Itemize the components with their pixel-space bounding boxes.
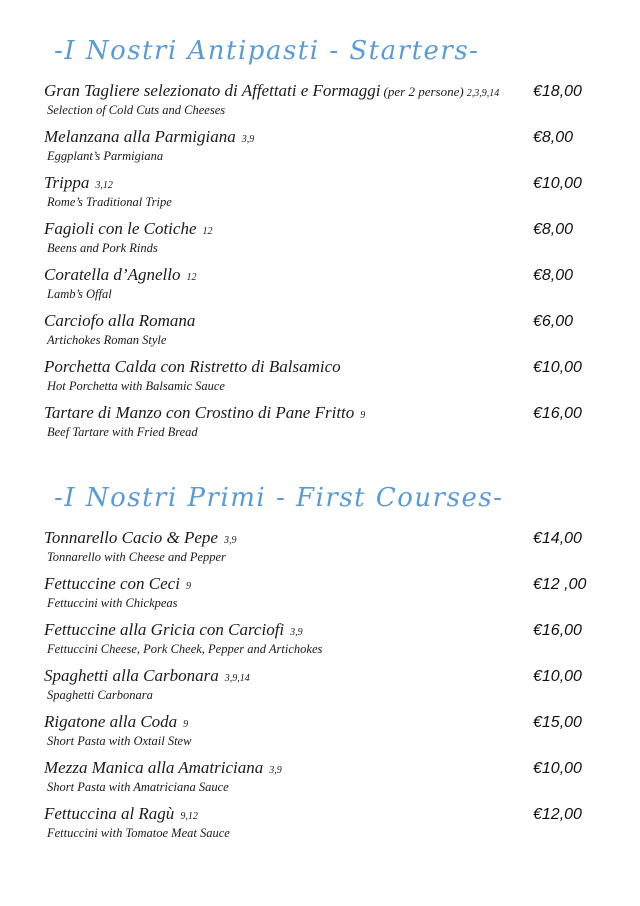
menu-item-row [44, 126, 584, 148]
dish-note: (per 2 persone) [383, 84, 464, 99]
dish-name: Tonnarello Cacio & Pepe [44, 528, 218, 547]
dish-description: Lamb’s Offal [47, 287, 112, 301]
dish-description: Beens and Pork Rinds [47, 241, 158, 255]
dish-price: €10,00 [533, 359, 582, 376]
menu-item-row [44, 803, 584, 825]
menu-item-row [44, 218, 584, 240]
dish-description: Selection of Cold Cuts and Cheeses [47, 103, 226, 117]
dish-description: Short Pasta with Amatriciana Sauce [47, 780, 229, 794]
menu-item-title-line [44, 757, 533, 778]
dish-allergen-numbers: 3,9 [223, 535, 237, 546]
dish-name: Mezza Manica alla Amatriciana [44, 758, 264, 777]
dish-price: €18,00 [533, 83, 582, 100]
menu-item-row [44, 527, 584, 549]
section-items [44, 80, 584, 440]
dish-name: Tartare di Manzo con Crostino di Pane Fritto [44, 403, 355, 422]
menu-item [44, 711, 584, 749]
dish-name: Fettuccine con Ceci [44, 574, 180, 593]
menu-item-row [44, 711, 584, 733]
menu-item-row [44, 264, 584, 286]
menu-item-row [44, 665, 584, 687]
section-title: -I Nostri Primi - First Courses- [54, 483, 504, 513]
menu-item [44, 803, 584, 841]
dish-allergen-numbers: 3,9,14 [224, 673, 250, 684]
dish-description: Fettuccini with Tomatoe Meat Sauce [47, 826, 230, 840]
dish-name: Fettuccina al Ragù [44, 804, 175, 823]
dish-allergen-numbers: 3,9 [269, 765, 282, 776]
menu-item [44, 619, 584, 657]
section-items [44, 527, 587, 841]
menu-item-title-line [44, 573, 533, 594]
dish-allergen-numbers: 3,9 [290, 627, 303, 638]
dish-price: €14,00 [533, 530, 582, 547]
menu-item [44, 218, 584, 256]
dish-description: Tonnarello with Cheese and Pepper [47, 550, 226, 564]
dish-name: Coratella d’Agnello [44, 265, 181, 284]
dish-allergen-numbers: 3,9 [241, 134, 255, 145]
dish-allergen-numbers: 9 [185, 581, 191, 592]
dish-name: Spaghetti alla Carbonara [44, 666, 219, 685]
dish-name: Trippa [44, 173, 90, 192]
menu-item-row [44, 619, 584, 641]
menu-item [44, 665, 584, 703]
dish-name: Porchetta Calda con Ristretto di Balsamico [44, 357, 341, 376]
dish-allergen-numbers: 3,12 [95, 180, 113, 191]
menu-item [44, 757, 584, 795]
dish-allergen-numbers: 9 [183, 719, 189, 730]
dish-price: €16,00 [533, 622, 582, 639]
menu-item-title-line [44, 527, 533, 548]
menu-item [44, 172, 584, 210]
dish-description: Artichokes Roman Style [47, 333, 167, 347]
menu-item-title-line [44, 356, 533, 377]
dish-description: Eggplant’s Parmigiana [47, 149, 164, 163]
dish-allergen-numbers: 2,3,9,14 [466, 88, 500, 99]
menu-item-title-line [44, 80, 533, 101]
dish-allergen-numbers: 12 [202, 226, 213, 237]
dish-price: €8,00 [533, 221, 574, 238]
menu-item-row [44, 402, 584, 424]
menu-item-row [44, 310, 584, 332]
menu-item-title-line [44, 619, 533, 640]
menu-section [44, 481, 587, 841]
dish-allergen-numbers: 12 [186, 272, 197, 283]
menu-section [44, 34, 584, 440]
dish-description: Rome’s Traditional Tripe [47, 195, 172, 209]
dish-allergen-numbers: 9 [360, 410, 366, 421]
dish-allergen-numbers: 9,12 [180, 811, 198, 822]
dish-description: Short Pasta with Oxtail Stew [47, 734, 192, 748]
dish-description: Beef Tartare with Fried Bread [47, 425, 198, 439]
dish-description: Fettuccini Cheese, Pork Cheek, Pepper and Artichokes [47, 642, 323, 656]
menu-item-title-line [44, 126, 533, 147]
menu-item-row [44, 172, 584, 194]
dish-price: €10,00 [533, 175, 582, 192]
dish-name: Carciofo alla Romana [44, 311, 196, 330]
dish-price: €12 ,00 [533, 576, 587, 593]
dish-description: Spaghetti Carbonara [47, 688, 153, 702]
dish-description: Hot Porchetta with Balsamic Sauce [47, 379, 225, 393]
dish-name: Fagioli con le Cotiche [44, 219, 197, 238]
menu-item-title-line [44, 310, 533, 331]
dish-price: €8,00 [533, 129, 574, 146]
dish-price: €15,00 [533, 714, 582, 731]
section-title: -I Nostri Antipasti - Starters- [54, 36, 480, 66]
menu-item [44, 356, 584, 394]
menu-item-title-line [44, 402, 533, 423]
menu-item-row [44, 356, 584, 378]
menu-item-title-line [44, 665, 533, 686]
menu-item [44, 573, 587, 611]
dish-name: Fettuccine alla Gricia con Carciofi [44, 620, 285, 639]
menu-item [44, 264, 584, 302]
dish-price: €16,00 [533, 405, 582, 422]
menu-item [44, 402, 584, 440]
menu-item [44, 527, 584, 565]
dish-price: €8,00 [533, 267, 574, 284]
menu-item-title-line [44, 711, 533, 732]
menu-item-row [44, 573, 587, 595]
dish-price: €10,00 [533, 760, 582, 777]
dish-name: Rigatone alla Coda [44, 712, 178, 731]
menu-item-row [44, 80, 584, 102]
menu-item [44, 310, 584, 348]
menu-item-row [44, 757, 584, 779]
menu-item [44, 126, 584, 164]
dish-price: €6,00 [533, 313, 574, 330]
dish-price: €10,00 [533, 668, 582, 685]
dish-name: Gran Tagliere selezionato di Affettati e Formaggi [44, 81, 381, 100]
menu-item-title-line [44, 218, 533, 239]
dish-price: €12,00 [533, 806, 582, 823]
dish-name: Melanzana alla Parmigiana [44, 127, 236, 146]
menu-item [44, 80, 584, 118]
menu-item-title-line [44, 172, 533, 193]
dish-description: Fettuccini with Chickpeas [47, 596, 178, 610]
menu-item-title-line [44, 803, 533, 824]
menu-item-title-line [44, 264, 533, 285]
